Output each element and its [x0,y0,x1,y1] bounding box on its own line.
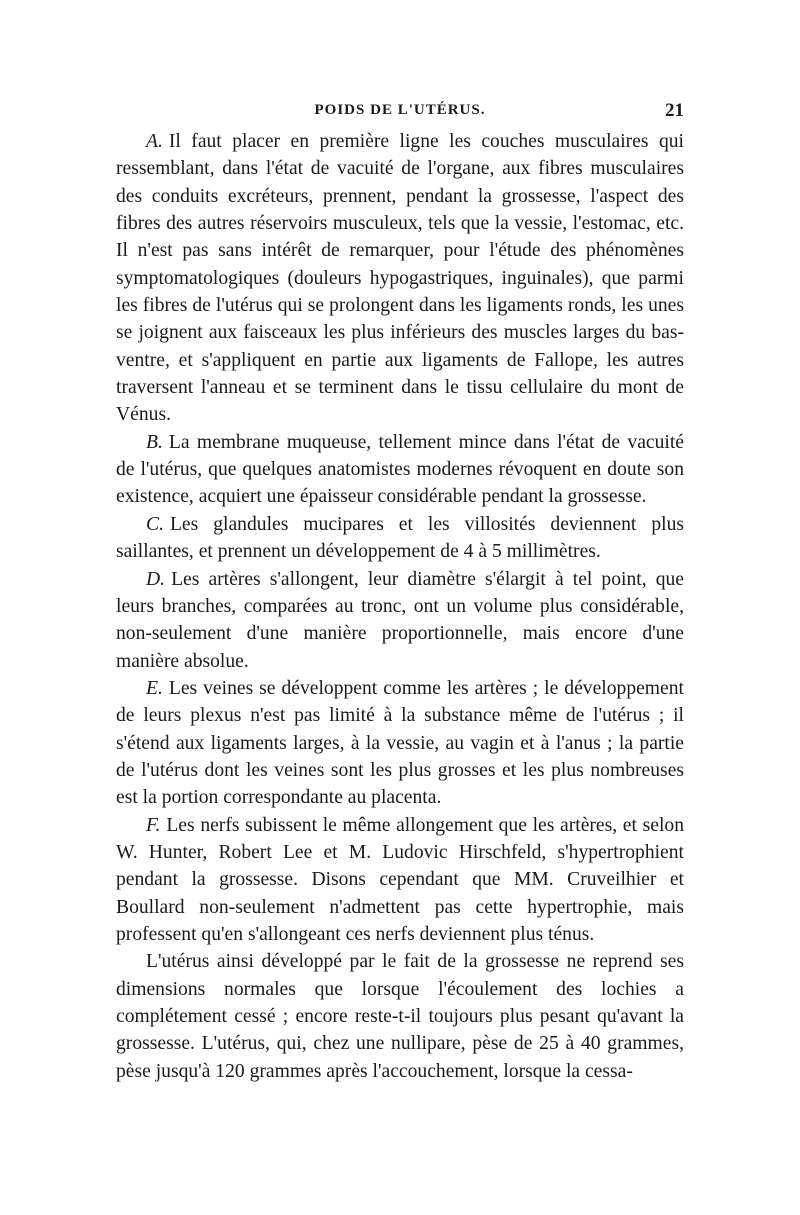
paragraph-text: Il faut placer en première ligne les couches musculaires qui ressemblant, dans l'état de vacuité de l'organe, aux fibres musculaires des conduits excréteurs, prennent, pendant la grossesse, l'aspect des fibres des autres réservoirs musculeux, tels que la vessie, l'estomac, etc. Il n'est pas sans intérêt de remarquer, pour l'étude des phénomènes symptomatologiques (douleurs hypogastriques, inguinales), que parmi les fibres de l'utérus qui se prolongent dans les ligaments ronds, les unes se joignent aux faisceaux les plus inférieurs des muscles larges du bas-ventre, et s'appliquent en partie aux ligaments de Fallope, les autres traversent l'anneau et se terminent dans le tissu cellulaire du mont de Vénus. [116,131,684,426]
paragraph-text: Les nerfs subissent le même allongement que les artères, et selon W. Hunter, Robert Lee et M. Ludovic Hirschfeld, s'hypertrophient pendant la grossesse. Disons cependant que MM. Cruveilhier et Boullard non-seulement n'admettent pas cette hypertrophie, mais professent qu'en s'allongeant ces nerfs deviennent plus ténus. [116,814,684,945]
paragraph-b [116,429,684,511]
paragraph-a [116,128,684,429]
running-title: POIDS DE L'UTÉRUS. [314,102,486,118]
paragraph-marker: D. [146,568,166,590]
paragraph-d [116,566,684,675]
paragraph-marker: A. [146,131,163,152]
paragraph-text: Les artères s'allongent, leur diamètre s'élargit à tel point, que leurs branches, comparées au tronc, ont un volume plus considérable, non-seulement d'une manière proportionnelle, mais encore d'une manière absolue. [116,568,684,672]
paragraph-text: Les veines se développent comme les artères ; le développement de leurs plexus n'est pas limité à la substance même de l'utérus ; il s'étend aux ligaments larges, à la vessie, au vagin et à l'anus ; la partie de l'utérus dont les veines sont les plus grosses et les plus nombreuses est la portion correspondante au placenta. [116,677,684,809]
paragraph-marker: B. [146,431,163,453]
paragraph-text: La membrane muqueuse, tellement mince dans l'état de vacuité de l'utérus, que quelques anatomistes modernes révoquent en doute son existence, acquiert une épaisseur considérable pendant la grossesse. [116,431,684,508]
paragraph-text: L'utérus ainsi développé par le fait de la grossesse ne reprend ses dimensions normales que lorsque l'écoulement des lochies a complétement cessé ; encore reste-t-il toujours plus pesant qu'avant la grossesse. L'utérus, qui, chez une nullipare, pèse de 25 à 40 grammes, pèse jusqu'à 120 grammes après l'accouchement, lorsque la cessa- [116,951,684,1082]
paragraph-e [116,675,684,812]
paragraph-text: Les glandules mucipares et les villosités deviennent plus saillantes, et prennent un développement de 4 à 5 millimètres. [116,513,684,563]
paragraph-marker: C. [146,513,164,535]
page-number: 21 [665,100,684,121]
book-page [116,96,684,1085]
running-header [116,96,684,126]
paragraph-c [116,511,684,566]
paragraph-marker: E. [146,677,163,699]
paragraph-f [116,812,684,949]
paragraph-marker: F. [146,814,161,836]
body-text [116,128,684,1085]
paragraph-closing [116,948,684,1085]
